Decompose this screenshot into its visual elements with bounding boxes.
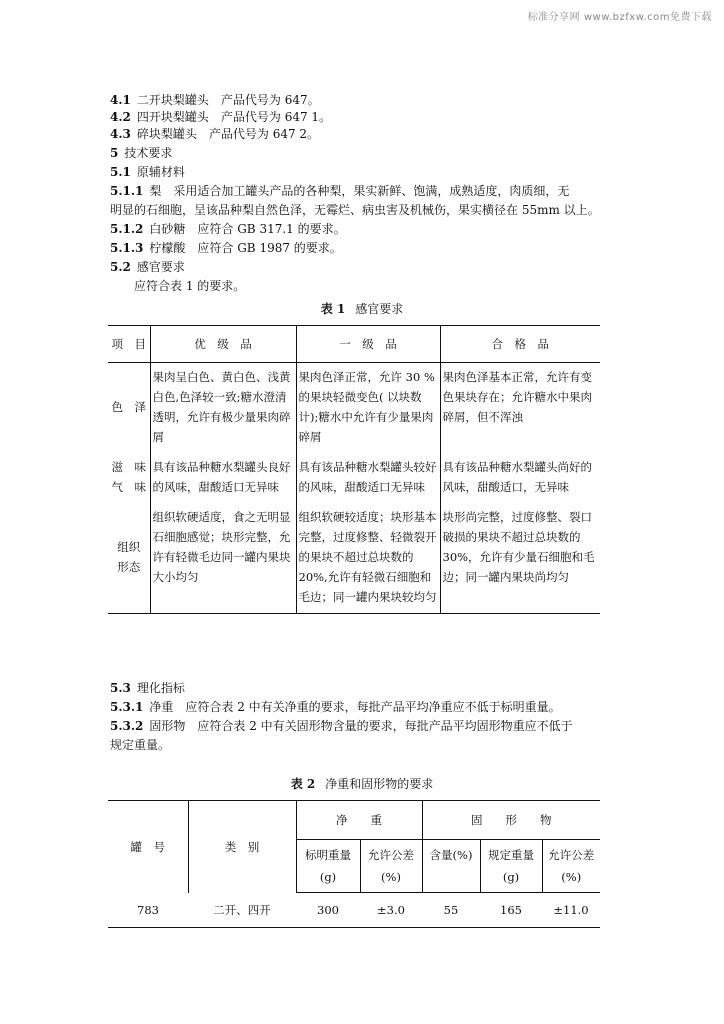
header-unit: (%) — [561, 870, 582, 884]
clause-text: 原辅材料 — [136, 165, 185, 179]
table-title: 感官要求 — [355, 302, 404, 316]
clause-text: 感官要求 — [136, 260, 185, 274]
clause-number: 5 — [110, 146, 119, 160]
clause-5-1-2 — [110, 221, 346, 238]
clause-number: 4.1 — [110, 93, 131, 107]
clause-text: 柠檬酸 应符合 GB 1987 的要求。 — [149, 241, 342, 255]
clause-text: 净重 应符合表 2 中有关净重的要求，每批产品平均净重应不低于标明重量。 — [149, 700, 561, 714]
cell: 块形尚完整，过度修整、裂口破损的果块不超过总块数的 30%，允许有少量石细胞和毛边；同一罐内果块尚均匀 — [440, 503, 600, 614]
site-watermark-header: 标准分享网 www.bzfxw.com免费下载 — [527, 12, 712, 23]
cell: 具有该品种糖水梨罐头较好的风味，甜酸适口无异味 — [296, 453, 440, 503]
clause-text: 梨 采用适合加工罐头产品的各种梨，果实新鲜、饱满，成熟适度，肉质细，无 — [149, 184, 570, 198]
clause-5-1-1-continued: 明显的石细胞，呈该品种梨自然色泽，无霉烂、病虫害及机械伤，果实横径在 55mm 以上。 — [110, 203, 600, 217]
col-header-specified-weight — [480, 840, 542, 893]
col-header-net-weight: 净 重 — [296, 801, 422, 840]
table-row — [108, 893, 600, 928]
col-header-can-number: 罐 号 — [108, 801, 188, 893]
header-text: 允许公差 — [368, 848, 414, 862]
cell: 果肉色泽基本正常，允许有变色果块存在；允许糖水中果肉碎屑，但不浑浊 — [440, 363, 600, 454]
clause-5-2 — [110, 259, 185, 276]
cell-specified-weight: 165 — [480, 893, 542, 928]
clause-text: 技术要求 — [124, 146, 173, 160]
cell-category: 二开、四开 — [188, 893, 296, 928]
table-header-row — [108, 801, 600, 840]
clause-number: 5.1.2 — [110, 222, 144, 236]
sensory-requirements-table — [108, 325, 600, 614]
header-text: 含量(%) — [429, 848, 473, 862]
clause-number: 4.3 — [110, 127, 131, 141]
col-header-item: 项 目 — [108, 326, 150, 363]
header-text: 规定重量 — [488, 848, 534, 862]
table-title: 净重和固形物的要求 — [325, 777, 434, 791]
clause-5-1-3 — [110, 240, 342, 257]
clause-5-3-2 — [110, 718, 573, 735]
table-row-texture — [108, 503, 600, 614]
col-header-solids: 固 形 物 — [422, 801, 600, 840]
clause-5-3-1 — [110, 699, 561, 716]
row-label: 组织 形态 — [108, 503, 150, 614]
clause-text: 白砂糖 应符合 GB 317.1 的要求。 — [149, 222, 346, 236]
col-header-labeled-weight — [296, 840, 360, 893]
col-header-solid-tolerance — [542, 840, 600, 893]
net-weight-solids-table — [108, 800, 600, 928]
table2-caption — [0, 775, 724, 792]
cell: 具有该品种糖水梨罐头尚好的风味，甜酸适口，无异味 — [440, 453, 600, 503]
clause-number: 5.1.1 — [110, 184, 144, 198]
cell-solid-tolerance: ±11.0 — [542, 893, 600, 928]
cell: 组织软硬适度，食之无明显石细胞感觉；块形完整，允许有轻微毛边同一罐内果块大小均匀 — [150, 503, 296, 614]
clause-4-1 — [110, 92, 320, 109]
clause-5-1-1 — [110, 183, 569, 200]
clause-number: 5.3.1 — [110, 700, 144, 714]
clause-number: 5.3 — [110, 681, 131, 695]
clause-number: 4.2 — [110, 110, 131, 124]
section-5 — [110, 145, 172, 162]
table-row-color — [108, 363, 600, 454]
clause-text: 固形物 应符合表 2 中有关固形物含量的要求，每批产品平均固形物重应不低于 — [149, 719, 573, 733]
header-text: 允许公差 — [548, 848, 595, 862]
row-label: 色 泽 — [111, 400, 146, 414]
clause-4-2 — [110, 109, 331, 126]
table1-caption — [0, 300, 724, 317]
cell: 果肉色泽正常，允许 30 % 的果块轻微变色( 以块数计);糖水中允许有少量果肉碎屑 — [296, 363, 440, 454]
clause-text: 四开块梨罐头 产品代号为 647 1。 — [136, 110, 332, 124]
table-row-flavor — [108, 453, 600, 503]
clause-number: 5.1 — [110, 165, 131, 179]
cell-labeled-weight: 300 — [296, 893, 360, 928]
clause-5-3 — [110, 680, 185, 697]
clause-5-3-2-continued: 规定重量。 — [110, 738, 171, 752]
cell: 果肉呈白色、黄白色、浅黄白色,色泽较一致;糖水澄清透明，允许有极少量果肉碎屑 — [150, 363, 296, 454]
clause-text: 碎块梨罐头 产品代号为 647 2。 — [136, 127, 320, 141]
col-header-superior: 优 级 品 — [150, 326, 296, 363]
col-header-content — [422, 840, 480, 893]
clause-number: 5.3.2 — [110, 719, 144, 733]
header-unit: (g) — [502, 870, 520, 884]
clause-text: 理化指标 — [136, 681, 185, 695]
row-label: 滋 味 气 味 — [111, 460, 146, 494]
clause-number: 5.2 — [110, 260, 131, 274]
clause-5-2-body: 应符合表 1 的要求。 — [134, 279, 246, 293]
clause-4-3 — [110, 126, 319, 143]
cell-can-number: 783 — [108, 893, 188, 928]
cell-content: 55 — [422, 893, 480, 928]
clause-text: 二开块梨罐头 产品代号为 647。 — [136, 93, 320, 107]
table-number: 表 2 — [290, 777, 316, 791]
cell-tolerance: ±3.0 — [360, 893, 422, 928]
header-text: 标明重量 — [305, 848, 351, 862]
col-header-tolerance — [360, 840, 422, 893]
cell: 具有该品种糖水梨罐头良好的风味，甜酸适口无异味 — [150, 453, 296, 503]
col-header-first-grade: 一 级 品 — [296, 326, 440, 363]
header-unit: (g) — [319, 870, 337, 884]
col-header-qualified: 合 格 品 — [440, 326, 600, 363]
clause-5-1 — [110, 164, 185, 181]
table-header-row — [108, 326, 600, 363]
header-unit: (%) — [381, 870, 401, 884]
table-number: 表 1 — [320, 302, 346, 316]
col-header-category: 类 别 — [188, 801, 296, 893]
cell: 组织软硬较适度；块形基本完整，过度修整、轻微裂开的果块不超过总块数的 20%,允许有轻微石细胞和毛边；同一罐内果块较均匀 — [296, 503, 440, 614]
clause-number: 5.1.3 — [110, 241, 144, 255]
